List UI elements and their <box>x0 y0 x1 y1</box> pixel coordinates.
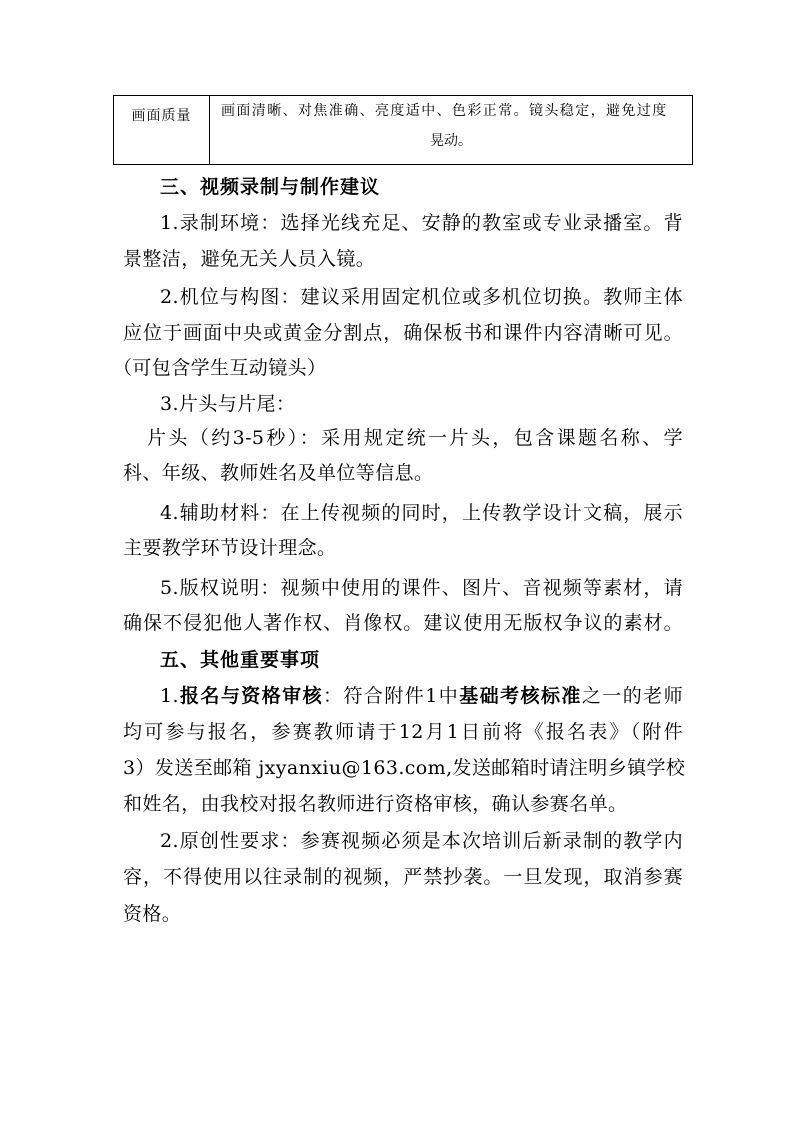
criteria-value-line: 晃动。 <box>430 133 472 149</box>
paragraph-line: 资格。 <box>123 903 182 925</box>
criteria-value-line: 画面清晰、对焦准确、亮度适中、色彩正常。镜头稳定，避免过度 <box>221 103 668 119</box>
paragraph-line: 2.原创性要求：参赛视频必须是本次培训后新录制的教学内 <box>160 830 683 852</box>
paragraph-line: （可包含学生互动镜头） <box>113 357 327 379</box>
paragraph-line: 2.机位与构图：建议采用固定机位或多机位切换。教师主体 <box>160 286 683 308</box>
paragraph-line: 应位于画面中央或黄金分割点，确保板书和课件内容清晰可见。 <box>123 322 683 344</box>
paragraph-line: 容，不得使用以往录制的视频，严禁抄袭。一旦发现，取消参赛 <box>123 866 683 888</box>
paragraph-line: 确保不侵犯他人著作权、肖像权。建议使用无版权争议的素材。 <box>123 612 683 634</box>
bold-term: 报名与资格审核 <box>178 685 324 707</box>
paragraph-line: 主要教学环节设计理念。 <box>123 537 337 559</box>
item-number: 1. <box>160 685 179 707</box>
paragraph-line: 片头（约3-5秒）：采用规定统一片头，包含课题名称、学 <box>147 427 683 449</box>
criteria-table <box>113 95 693 165</box>
text-run: ：符合附件1中 <box>323 685 460 707</box>
paragraph-line: 景整洁，避免无关人员入镜。 <box>123 248 376 270</box>
paragraph-line: 4.辅助材料：在上传视频的同时，上传教学设计文稿，展示 <box>160 502 683 524</box>
bold-term: 基础考核标准 <box>459 685 582 707</box>
section-heading-3: 三、视频录制与制作建议 <box>160 176 381 198</box>
paragraph-line <box>160 678 683 714</box>
criteria-label-cell <box>114 96 210 165</box>
paragraph-line: 科、年级、教师姓名及单位等信息。 <box>123 462 434 484</box>
paragraph-line: 均可参与报名，参赛教师请于12月1日前将《报名表》（附件 <box>123 721 683 743</box>
table-row <box>114 96 693 165</box>
text-run: 之一的老师 <box>581 685 683 707</box>
criteria-value-cell <box>210 96 693 165</box>
paragraph-line: 3）发送至邮箱 jxyanxiu@163.com,发送邮箱时请注明乡镇学校 <box>123 757 686 779</box>
criteria-label: 画面质量 <box>131 108 192 124</box>
section-heading-5: 五、其他重要事项 <box>160 649 321 671</box>
paragraph-line: 1.录制环境：选择光线充足、安静的教室或专业录播室。背 <box>160 212 683 234</box>
paragraph-line: 和姓名，由我校对报名教师进行资格审核，确认参赛名单。 <box>123 793 628 815</box>
paragraph-line: 3.片头与片尾： <box>160 393 296 415</box>
paragraph-line: 5.版权说明：视频中使用的课件、图片、音视频等素材，请 <box>160 577 683 599</box>
